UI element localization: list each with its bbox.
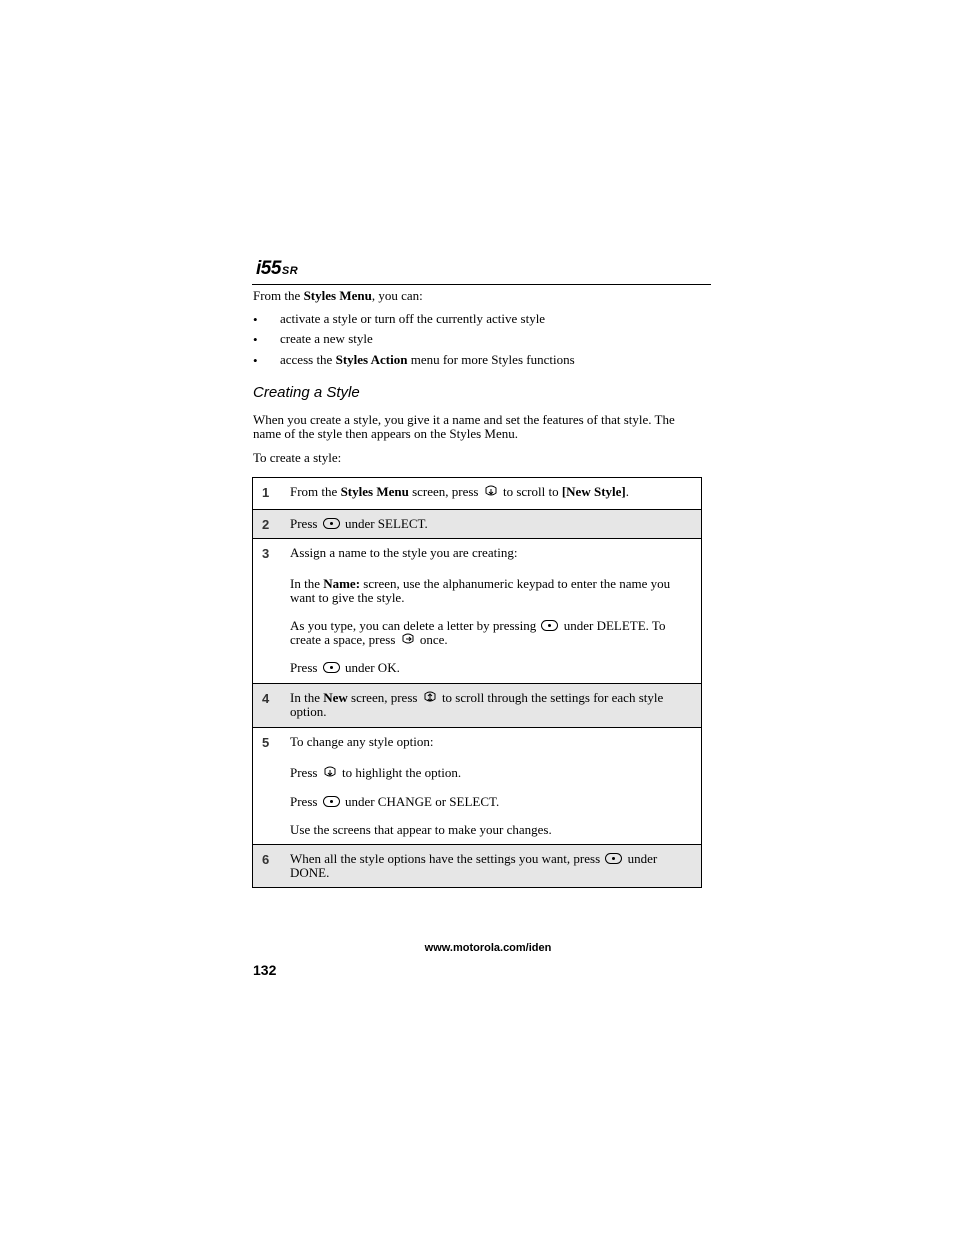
intro-text xyxy=(253,289,423,303)
softkey-icon xyxy=(541,620,558,631)
step-number: 2 xyxy=(262,517,270,532)
step-text: Press under SELECT. xyxy=(290,516,428,531)
lead-in-text: To create a style: xyxy=(253,450,342,465)
step-row-5 xyxy=(253,727,701,844)
bullet-text: menu for more Styles functions xyxy=(407,352,575,367)
bullet-item xyxy=(280,353,575,367)
navigation-key-icon xyxy=(323,766,337,779)
step-row-1 xyxy=(253,478,701,509)
step-row-3 xyxy=(253,538,701,683)
paragraph-line: When you create a style, you give it a name and set the features of that style. The xyxy=(253,412,675,427)
logo-sub: SR xyxy=(281,265,299,277)
section-paragraph xyxy=(253,413,675,441)
softkey-icon xyxy=(605,853,622,864)
bullet-text: create a new style xyxy=(280,331,373,346)
logo-main: i55 xyxy=(256,258,281,279)
bullet-bold: Styles Action xyxy=(335,352,408,367)
step-row-6 xyxy=(253,844,701,887)
page-number: 132 xyxy=(253,962,277,978)
step-number: 5 xyxy=(262,735,270,750)
softkey-icon xyxy=(323,662,340,673)
step-text: From the Styles Menu screen, press to scroll to [New Style]. xyxy=(290,484,629,499)
step-row-2 xyxy=(253,509,701,538)
bullet-marker: • xyxy=(253,353,258,368)
steps-table xyxy=(252,477,702,888)
step-text: To change any style option: Press to highlight the option. Press under CHANGE or SELECT. Use the screens that appear to make your changes. xyxy=(290,734,552,837)
nav-right-icon xyxy=(401,633,415,646)
section-title: Creating a Style xyxy=(253,384,360,401)
intro-prefix: From the xyxy=(253,288,304,303)
navigation-key-icon xyxy=(484,485,498,498)
bullet-text: activate a style or turn off the currently active style xyxy=(280,311,546,326)
step-text: Assign a name to the style you are creating: In the Name: screen, use the alphanumeric keypad to enter the name you want to give the style. As you type, you can delete a letter by pressing under DELETE. To create a space, press once. Press under OK. xyxy=(290,545,671,675)
bullet-item xyxy=(280,332,373,346)
paragraph-line: name of the style then appears on the Styles Menu. xyxy=(253,426,518,441)
bullet-marker: • xyxy=(253,312,258,327)
bullet-item xyxy=(280,312,545,326)
softkey-icon xyxy=(323,796,340,807)
step-number: 3 xyxy=(262,546,270,561)
footer-url xyxy=(0,942,954,954)
step-text: In the New screen, press to scroll through the settings for each style option. xyxy=(290,690,664,719)
bullet-text: access the xyxy=(280,352,336,367)
step-number: 4 xyxy=(262,691,270,706)
step-text: When all the style options have the settings you want, press under DONE. xyxy=(290,851,658,880)
step-row-4 xyxy=(253,683,701,727)
footer-url-text: www.motorola.com/iden xyxy=(424,942,552,954)
bullet-marker: • xyxy=(253,332,258,347)
navigation-key-icon xyxy=(423,691,437,704)
product-logo xyxy=(256,259,298,281)
intro-bold: Styles Menu xyxy=(303,288,372,303)
step-number: 1 xyxy=(262,485,270,500)
softkey-icon xyxy=(323,518,340,529)
step-number: 6 xyxy=(262,852,270,867)
header-rule xyxy=(252,284,711,285)
intro-suffix: , you can: xyxy=(371,288,423,303)
